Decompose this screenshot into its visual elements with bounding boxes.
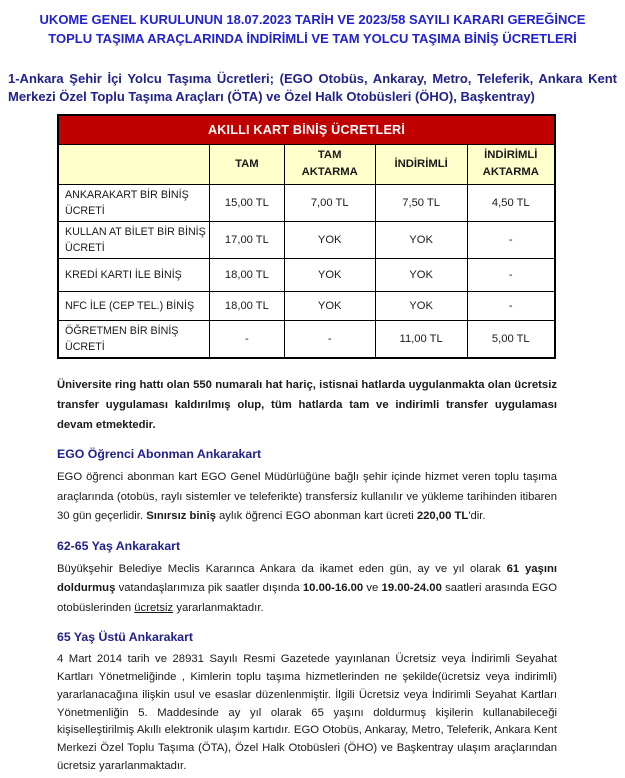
smart-card-fare-table — [57, 114, 556, 359]
row-label: KREDİ KARTI İLE BİNİŞ — [58, 258, 210, 291]
table-row-nfc — [58, 291, 555, 320]
col-header-indirimli: İNDİRİMLİ — [375, 144, 467, 184]
fare-value: 15,00 TL — [210, 184, 285, 221]
col-header-indirimli-aktarma: İNDİRİMLİ AKTARMA — [467, 144, 555, 184]
fare-value: YOK — [284, 258, 375, 291]
row-label: ÖĞRETMEN BİR BİNİŞ ÜCRETİ — [58, 320, 210, 358]
heading-student-abonman: EGO Öğrenci Abonman Ankarakart — [57, 447, 262, 462]
text-segment: vatandaşlarımıza pik saatler dışında — [115, 582, 303, 595]
col-header-tam: TAM — [210, 144, 285, 184]
fare-value: 7,00 TL — [284, 184, 375, 221]
text-segment-bold: Sınırsız biniş — [146, 510, 216, 523]
fare-value: YOK — [284, 291, 375, 320]
text-segment-bold: 19.00-24.00 — [381, 582, 442, 595]
text-segment: 'dir. — [468, 510, 486, 523]
fare-value: - — [467, 291, 555, 320]
text-segment-bold: 61 yaşını doldurmuş — [57, 562, 557, 595]
heading-62-65-yas: 62-65 Yaş Ankarakart — [57, 538, 181, 553]
age-62-65-paragraph — [57, 560, 557, 619]
content-block — [57, 114, 557, 776]
student-abonman-paragraph — [57, 468, 557, 527]
fare-value: 17,00 TL — [210, 221, 285, 258]
city-fares-subtitle: 1-Ankara Şehir İçi Yolcu Taşıma Ücretleri; (EGO Otobüs, Ankaray, Metro, Teleferik, Ankara Kent Merkezi Özel Toplu Taşıma Araçları (ÖTA) ve Özel Halk Otobüsleri (ÖHO), Başkentray) — [8, 71, 617, 104]
table-row-kredi-karti — [58, 258, 555, 291]
fare-value: 7,50 TL — [375, 184, 467, 221]
fare-value: YOK — [375, 221, 467, 258]
table-row-ankarakart — [58, 184, 555, 221]
text-segment: saatleri arasında EGO otobüslerinden — [57, 582, 557, 614]
fare-value: - — [210, 320, 285, 358]
text-segment-underline: ücretsiz — [134, 601, 174, 614]
fare-value: - — [467, 258, 555, 291]
table-row-kullan-at-bilet — [58, 221, 555, 258]
fare-table-column-header-row — [58, 144, 555, 184]
text-segment: EGO öğrenci abonman kart EGO Genel Müdürlüğüne bağlı şehir içinde hizmet veren toplu taşıma araçlarında (otobüs, raylı sistemler ve teleferikte) transfersiz kullanılır ve yükleme tarihinden itibaren 30 gün geçerlidir. — [57, 471, 557, 523]
page-title: UKOME GENEL KURULUNUN 18.07.2023 TARİH VE 2023/58 SAYILI KARARI GEREĞİNCE TOPLU TAŞIMA ARAÇLARINDA İNDİRİMLİ VE TAM YOLCU TAŞIMA BİNİŞ ÜCRETLERİ — [39, 12, 586, 46]
table-row-ogretmen — [58, 320, 555, 358]
fare-value: YOK — [284, 221, 375, 258]
transfer-policy-note: Üniversite ring hattı olan 550 numaralı hat hariç, istisnai hatlarda uygulanmakta olan ücretsiz transfer uygulaması kaldırılmış olup, tüm hatlarda tam ve indirimli transfer uygulaması devam etmektedir. — [57, 379, 557, 432]
fare-value: 18,00 TL — [210, 258, 285, 291]
fare-table-title-row — [58, 115, 555, 144]
fare-value: 4,50 TL — [467, 184, 555, 221]
row-label: NFC İLE (CEP TEL.) BİNİŞ — [58, 291, 210, 320]
fare-value: YOK — [375, 291, 467, 320]
fare-value: 18,00 TL — [210, 291, 285, 320]
text-segment-bold: 220,00 TL — [416, 510, 469, 523]
row-label: ANKARAKART BİR BİNİŞ ÜCRETİ — [58, 184, 210, 221]
fare-value: - — [284, 320, 375, 358]
col-header-tam-aktarma: TAM AKTARMA — [284, 144, 375, 184]
fare-value: 5,00 TL — [467, 320, 555, 358]
text-segment-bold: 10.00-16.00 — [302, 582, 364, 595]
fare-table-title: AKILLI KART BİNİŞ ÜCRETLERİ — [58, 115, 555, 144]
text-segment: aylık öğrenci EGO abonman kart ücreti — [215, 510, 417, 523]
fare-value: YOK — [375, 258, 467, 291]
age-65-plus-paragraph: 4 Mart 2014 tarih ve 28931 Sayılı Resmi Gazetede yayınlanan Ücretsiz veya İndirimli Seyahat Kartları Yönetmeliğinde , Kimlerin toplu taşıma hizmetlerinden ne şekilde(ücretsiz veya indirimli) yararlanacağına ilişkin usul ve esaslar düzenlenmiştir. İlgili Ücretsiz veya İndirimli Seyahat Kartları Yönetmenliğin 5. Maddesinde ay yıl olarak 65 yaşını doldurmuş kişilerin kullanabileceği kişiselleştirilmiş Akıllı elektronik ulaşım kartıdır. EGO Otobüs, Ankaray, Metro, Teleferik, Ankara Kent Merkezi Özel Toplu Taşıma (ÖTA), Özel Halk Otobüsleri (ÖHO) ve Başkentray ulaşım araçlarından ücretsiz yararlanmaktadır. — [57, 653, 557, 772]
col-header-empty — [58, 144, 210, 184]
row-label: KULLAN AT BİLET BİR BİNİŞ ÜCRETİ — [58, 221, 210, 258]
fare-value: - — [467, 221, 555, 258]
heading-65-yas-ustu: 65 Yaş Üstü Ankarakart — [57, 630, 194, 645]
fare-value: 11,00 TL — [375, 320, 467, 358]
text-segment: Büyükşehir Belediye Meclis Kararınca Ankara da ikamet eden gün, ay ve yıl olarak — [57, 562, 507, 575]
text-segment: yararlanmaktadır. — [173, 601, 264, 614]
text-segment: ve — [363, 582, 382, 595]
